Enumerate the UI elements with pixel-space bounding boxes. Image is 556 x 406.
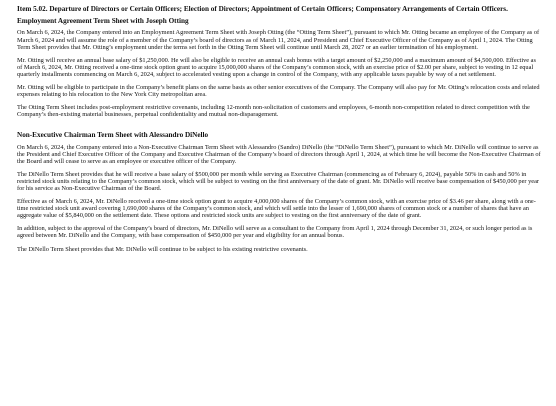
paragraph: On March 6, 2024, the Company entered into an Employment Agreement Term Sheet with Joseph Otting (the “Otting Term Sheet”), pursuant to which Mr. Otting became an employee of the Company as of March 6, 2024 and will assume the role of a member of the Company’s board of directors as of March 11, 2024, and President and Chief Executive Officer of the Company as of April 1, 2024. The Otting Term Sheet provides that Mr. Otting’s employment under the terms set forth in the Otting Term Sheet will continue until March 28, 2027 or an earlier termination of his employment. (17, 29, 540, 51)
section-divider (17, 124, 542, 131)
paragraph: The DiNello Term Sheet provides that he will receive a base salary of $500,000 per month while serving as Executive Chairman (commencing as of February 6, 2024), payable 50% in cash and 50% in restricted stock units relating to the Company’s common stock, which will be subject to vesting on the first anniversary of the date of grant. Mr. DiNello will receive base compensation of $450,000 per year for his service as Non-Executive Chairman of the Board. (17, 170, 539, 193)
item-heading: Item 5.02. Departure of Directors or Certain Officers; Election of Directors; Appointment of Certain Officers; Compensatory Arrangements of Certain Officers. (17, 5, 508, 13)
section-heading-otting: Employment Agreement Term Sheet with Joseph Otting (17, 17, 189, 26)
section-heading-dinello: Non-Executive Chairman Term Sheet with Alessandro DiNello (17, 131, 209, 140)
paragraph: On March 6, 2024, the Company entered into a Non-Executive Chairman Term Sheet with Alessandro (Sandro) DiNello (the “DiNello Term Sheet”), pursuant to which Mr. DiNello will continue to serve as the President and Chief Executive Officer of the Company and Executive Chairman of the Company’s board of directors through April 1, 2024, at which time he will become the Non-Executive Chairman of the Board and will cease to serve as an employee or executive officer of the Company. (17, 143, 541, 165)
filing-document (17, 5, 542, 259)
paragraph: In addition, subject to the approval of the Company’s board of directors, Mr. DiNello will serve as a consultant to the Company from April 1, 2024 through December 31, 2024, or such longer period as is agreed between Mr. DiNello and the Company, with base compensation of $450,000 per year and eligibility for an annual bonus. (17, 225, 533, 240)
paragraph: Mr. Otting will receive an annual base salary of $1,250,000. He will also be eligible to receive an annual cash bonus with a target amount of $2,250,000 and a maximum amount of $4,500,000. Effective as of March 6, 2024, Mr. Otting received a one-time stock option grant to acquire 15,000,000 shares of the Company’s common stock, with an exercise price of $2.00 per share, subject to vesting in 12 equal quarterly installments commencing on March 6, 2024, subject to accelerated vesting upon a change in control of the Company, with any applicable taxes payable by way of a net settlement. (17, 56, 536, 78)
paragraph: The Otting Term Sheet includes post-employment restrictive covenants, including 12-month non-solicitation of customers and employees, 6-month non-competition related to direct competition with the Company’s then-existing material businesses, perpetual confidentiality and mutual non-disparagement. (17, 104, 530, 119)
paragraph: The DiNello Term Sheet provides that Mr. DiNello will continue to be subject to his existing restrictive covenants. (17, 245, 308, 253)
paragraph: Effective as of March 6, 2024, Mr. DiNello received a one-time stock option grant to acquire 4,000,000 shares of the Company’s common stock, with an exercise price of $3.46 per share, along with a one-time restricted stock unit award covering 1,690,000 shares of the Company’s common stock, and which will settle into the lesser of 1,690,000 shares of common stock or a number of shares that have an aggregate value of $5,840,000 on the settlement date. These options and restricted stock units are subject to vesting on the first anniversary of the date of grant. (17, 198, 536, 220)
paragraph: Mr. Otting will be eligible to participate in the Company’s benefit plans on the same basis as other senior executives of the Company. The Company will also pay for Mr. Otting’s relocation costs and related expenses relating to his relocation to the New York City metropolitan area. (17, 83, 540, 99)
